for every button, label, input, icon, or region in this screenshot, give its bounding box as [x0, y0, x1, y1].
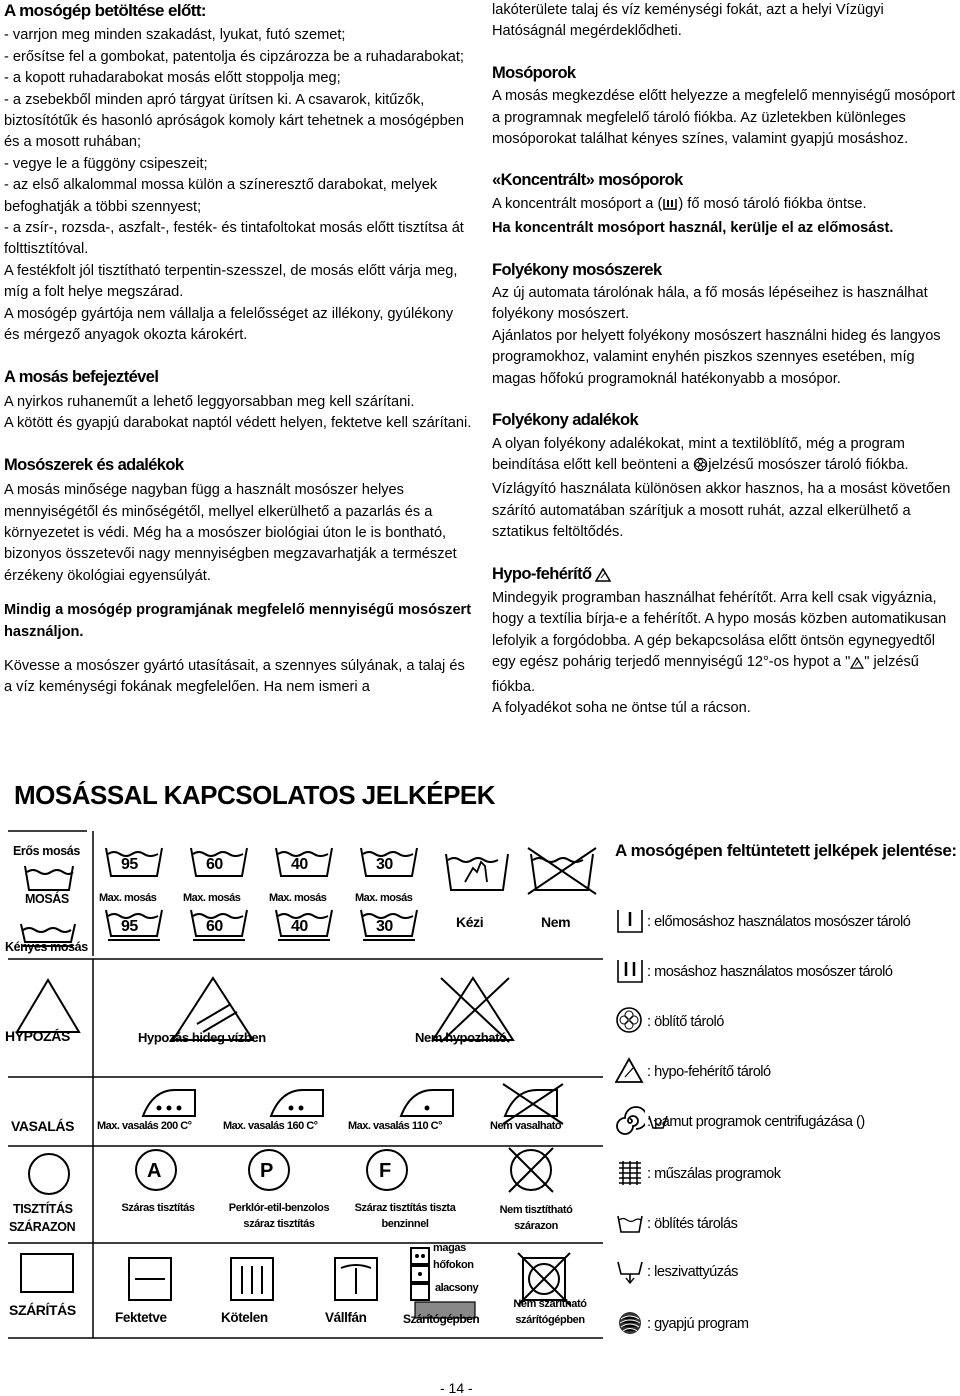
- main-wash-icon: [662, 197, 678, 218]
- heading-after-wash: A mosás befejeztével: [4, 367, 159, 386]
- max-wash-label: Max. mosás: [99, 892, 157, 904]
- dry-clean-label-2: SZÁRAZON: [9, 1220, 76, 1234]
- hypo-triangle-icon: [850, 655, 864, 676]
- right-column: [492, 0, 958, 719]
- page-number: - 14 -: [440, 1380, 473, 1396]
- legend-item-prewash: : előmosáshoz használatos mosószer tároló: [615, 906, 960, 940]
- symbol-table-graphics: [3, 828, 605, 1356]
- legend-item-spin-cotton: : pamut programok centrifugázása ( ): [615, 1106, 960, 1140]
- temp-95: 95: [121, 918, 138, 935]
- paragraph-bold: Ha koncentrált mosóport használ, kerülje el az előmosást.: [492, 220, 894, 237]
- letter-p: P: [260, 1160, 273, 1182]
- temp-40: 40: [291, 856, 308, 873]
- hypo-label: HYPOZÁS: [5, 1028, 70, 1044]
- gentle-wash-label: Kényes mosás: [5, 940, 88, 954]
- drain-icon: [615, 1256, 645, 1286]
- no-hypo-label: Nem hypozható: [415, 1030, 507, 1045]
- paragraph: lakóterülete talaj és víz keménységi fokát, azt a helyi Vízügyi Hatóságnál megérdeklődheti.: [492, 2, 884, 40]
- temp-60: 60: [206, 856, 223, 873]
- hypo-triangle-icon: [595, 567, 611, 588]
- line-dry-label: Kötelen: [221, 1310, 268, 1325]
- wash-label: MOSÁS: [25, 892, 69, 906]
- paragraph: - a zsír-, rozsda-, aszfalt-, festék- és tintafoltokat mosás előtt tisztítsa át folttisztítóval.: [4, 220, 464, 258]
- legend-item-wash: : mosáshoz használatos mosószer tároló: [615, 956, 960, 990]
- legend-item-synthetic: : műszálas programok: [615, 1158, 960, 1192]
- flat-dry-label: Fektetve: [115, 1310, 167, 1325]
- iron-label: VASALÁS: [11, 1118, 75, 1134]
- no-dry-clean-label: Nem tisztítható szárazon: [499, 1204, 573, 1232]
- drying-label: SZÁRÍTÁS: [9, 1302, 76, 1318]
- iron-200-label: Max. vasalás 200 C°: [97, 1120, 192, 1132]
- paragraph: - a kopott ruhadarabokat mosás előtt stoppolja meg;: [4, 70, 341, 87]
- no-wash-label: Nem: [541, 914, 571, 930]
- dry-clean-label: TISZTÍTÁS: [13, 1202, 73, 1216]
- temp-95: 95: [121, 856, 138, 873]
- letter-a: A: [147, 1160, 162, 1182]
- temp-30: 30: [376, 856, 393, 873]
- strong-wash-label: Erős mosás: [13, 844, 80, 858]
- max-wash-label: Max. mosás: [183, 892, 241, 904]
- heat-high-label: magas hőfokon: [433, 1242, 474, 1271]
- paragraph: - vegye le a függöny csipeszeit;: [4, 155, 208, 172]
- symbols-title: MOSÁSSAL KAPCSOLATOS JELKÉPEK: [14, 780, 496, 810]
- dry-clean-f-label: Száraz tisztítás tiszta benzinnel: [354, 1202, 456, 1230]
- hand-wash-label: Kézi: [456, 914, 484, 930]
- paragraph: A mosás megkezdése előtt helyezze a megfelelő mennyiségű mosóport a programnak megfelelő tároló fiókba. Az üzletekben különleges mosóporokat találhat kényes színes, valamint gyapjú mosáshoz.: [492, 88, 956, 148]
- tumble-dry-label: Szárítógépben: [403, 1312, 480, 1326]
- legend-item-hypo: : hypo-fehérítő tároló: [615, 1056, 960, 1090]
- heading-detergents: Mosószerek és adalékok: [4, 455, 184, 474]
- rinse-hold-tub-icon: [615, 1208, 645, 1238]
- no-tumble-dry-label: Nem szárítható szárítógépben: [513, 1298, 587, 1326]
- paragraph: Az új automata tárolónak hála, a fő mosás lépéseihez is használhat folyékony mosószert.: [492, 285, 928, 323]
- paragraph: Mindegyik programban használhat fehérítőt. Arra kell csak vigyáznia, hogy a textília bírja-e a fehérítőt. A hypo mosás közben automatikusan lefolyik a forgódobba. A gép bekapcsolása előtt öntsön egynegyedtől egy egész pohárig terjedő mennyiségű 12°-os hypot a " " jelzésű fiókba.: [492, 589, 947, 695]
- paragraph: A folyadékot soha ne öntse túl a rácson.: [492, 699, 751, 716]
- paragraph: Ajánlatos por helyett folyékony mosószert használni hideg és langyos programokhoz, valamint enyhén piszkos szennyes esetében, míg magas hőfokú programoknál hatékonyabb a mosópor.: [492, 327, 941, 387]
- paragraph: A koncentrált mosóport a ( ) fő mosó tároló fiókba öntse.: [492, 194, 958, 218]
- heat-low-label: alacsony: [435, 1282, 479, 1294]
- prewash-drawer-icon: [615, 906, 645, 936]
- heading-liquid-additives: Folyékony adalékok: [492, 411, 639, 430]
- heading-powders: Mosóporok: [492, 63, 576, 82]
- letter-f: F: [379, 1160, 391, 1182]
- paragraph-bold: Mindig a mosógép programjának megfelelő mennyiségű mosószert használjon.: [4, 602, 472, 640]
- paragraph: - varrjon meg minden szakadást, lyukat, futó szemet;: [4, 27, 346, 44]
- temp-60: 60: [206, 918, 223, 935]
- no-iron-label: Nem vasalható: [490, 1120, 562, 1132]
- max-wash-label: Max. mosás: [269, 892, 327, 904]
- symbol-table: [3, 828, 605, 1356]
- wool-icon: [615, 1308, 645, 1338]
- hypo-cold-label: Hypozás hideg vízben: [138, 1030, 266, 1045]
- paragraph: - erősítse fel a gombokat, patentolja és cipzározza be a ruhadarabokat;: [4, 48, 464, 65]
- hypo-triangle-icon: [615, 1056, 645, 1086]
- synthetic-icon: [615, 1158, 645, 1188]
- flower-icon: [693, 457, 708, 479]
- heading-concentrated: «Koncentrált» mosóporok: [492, 171, 683, 190]
- legend-item-drain: : leszivattyúzás: [615, 1256, 960, 1290]
- max-wash-label: Max. mosás: [355, 892, 413, 904]
- heading-before-loading: A mosógép betöltése előtt:: [4, 1, 206, 20]
- paragraph: A kötött és gyapjú darabokat naptól védett helyen, fektetve kell szárítani.: [4, 415, 472, 432]
- heading-liquid-detergents: Folyékony mosószerek: [492, 260, 662, 279]
- legend-item-wool: : gyapjú program: [615, 1308, 960, 1342]
- hanger-dry-label: Vállfán: [325, 1310, 367, 1325]
- paragraph: A mosógép gyártója nem vállalja a felelősséget az illékony, gyúlékony és mérgező anyagok okozta károkért.: [4, 305, 454, 344]
- legend-title: A mosógépen feltüntetett jelképek jelentése:: [615, 841, 957, 860]
- temp-30: 30: [376, 918, 393, 935]
- legend-item-rinse: : öblítő tároló: [615, 1006, 960, 1040]
- paragraph: A mosás minősége nagyban függ a használt mosószer helyes mennyiségétől és minőségétől, mellyel elkerülhető a pazarlás és a környezetet is védi. Még ha a mosószer biológiai úton le is bontható, bizonyos összetevői nagy mennyiségben megzavarhatják a természet érzékeny ökológiai egyensúlyát.: [4, 482, 457, 584]
- dry-clean-a-label: Száras tisztítás: [121, 1202, 195, 1214]
- paragraph: A olyan folyékony adalékokat, mint a textilöblítő, még a program beindítása előtt kell beönteni a jelzésű mosószer tároló fiókba. Vízlágyító használata különösen akkor hasznos, ha a mosást követően szárító automatában szárítjuk a mosott ruhát, azzal elkerülhető a sztatikus feltöltődés.: [492, 435, 951, 541]
- dry-clean-p-label: Perklór-etil-benzolos száraz tisztítás: [228, 1202, 330, 1230]
- paragraph: - az első alkalommal mossa külön a színeresztő darabokat, melyek befoghatják a többi szennyest;: [4, 177, 438, 215]
- wash-drawer-icon: [615, 956, 645, 986]
- left-column: [4, 0, 472, 699]
- flower-icon: [615, 1006, 645, 1036]
- iron-160-label: Max. vasalás 160 C°: [223, 1120, 318, 1132]
- paragraph: A nyirkos ruhaneműt a lehető leggyorsabban meg kell szárítani.: [4, 393, 415, 410]
- paragraph: A festékfolt jól tisztítható terpentin-szesszel, de mosás előtt várja meg, míg a folt helye megszárad.: [4, 262, 458, 301]
- legend-item-rinse-hold: : öblítés tárolás: [615, 1208, 960, 1242]
- iron-110-label: Max. vasalás 110 C°: [348, 1120, 442, 1132]
- paragraph: - a zsebekből minden apró tárgyat ürítsen ki. A csavarok, kitűzők, biztosítótűk és hasonló apróságok komoly kárt tehetnek a mosógépben és a mosott ruhában;: [4, 91, 464, 151]
- paragraph: Kövesse a mosószer gyártó utasításait, a szennyes súlyának, a talaj és a víz keménységi fokának megfelelően. Ha nem ismeri a: [4, 657, 465, 696]
- heading-hypo: Hypo-fehérítő: [492, 564, 958, 588]
- temp-40: 40: [291, 918, 308, 935]
- spiral-icon: [615, 1106, 645, 1136]
